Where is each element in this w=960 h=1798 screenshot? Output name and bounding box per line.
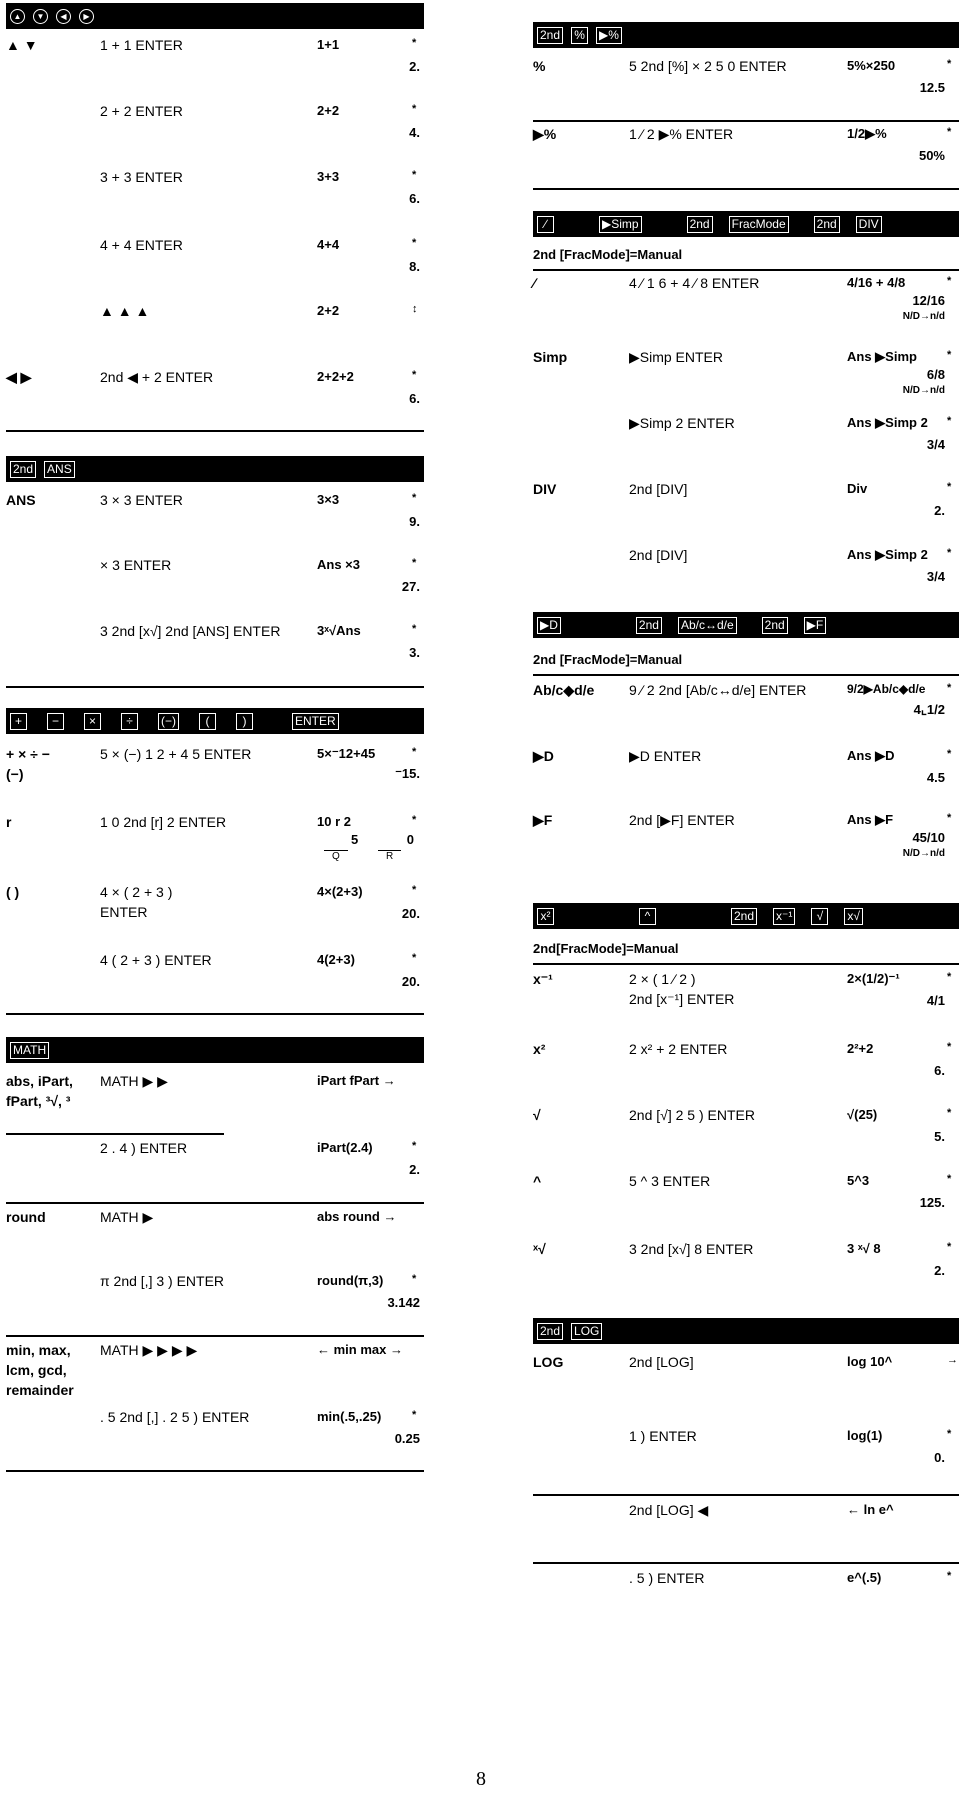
2nd-key-icon: 2nd <box>762 617 788 634</box>
display-entry: 2+2 <box>317 103 340 118</box>
display-result: 3.142 <box>387 1295 420 1310</box>
display-menu: log 10^ <box>847 1354 893 1369</box>
display-entry: Ans ▶Simp 2 <box>847 415 928 430</box>
keystrokes: 1 0 2nd [r] 2 ENTER <box>100 814 227 830</box>
keystrokes: 4 ( 2 + 3 ) ENTER <box>100 952 212 968</box>
math-header-bar <box>6 1037 424 1063</box>
left-arrow-key-icon: ◀ <box>56 9 71 24</box>
fraction-key-icon: ∕ <box>537 216 554 233</box>
display-entry: Ans ×3 <box>317 557 360 572</box>
display-result: 2. <box>409 59 420 74</box>
div-key-icon: DIV <box>856 216 882 233</box>
row-label-2: lcm, gcd, <box>6 1362 67 1378</box>
scroll-indicator: * <box>412 952 417 964</box>
keystrokes: 4 ∕ 1 6 + 4 ∕ 8 ENTER <box>629 275 760 291</box>
row-label: √ <box>533 1107 541 1123</box>
display-result: 5. <box>934 1129 945 1144</box>
row-divider <box>533 120 959 122</box>
keystrokes: π 2nd [,] 3 ) ENTER <box>100 1273 225 1289</box>
row-label-3: remainder <box>6 1382 74 1398</box>
minus-key-icon: − <box>47 713 64 730</box>
keystrokes: 5 2nd [%] × 2 5 0 ENTER <box>629 58 787 74</box>
math-section <box>6 1037 424 1446</box>
simp-key-icon: ▶Simp <box>599 216 642 233</box>
ans-section <box>6 456 424 660</box>
keystrokes-line-2: 2nd [x⁻¹] ENTER <box>629 991 735 1007</box>
row-label-2: (−) <box>6 766 24 782</box>
plus-key-icon: + <box>10 713 27 730</box>
display-entry: Div <box>847 481 868 496</box>
scroll-indicator: * <box>947 748 952 760</box>
scroll-indicator: * <box>947 1428 952 1440</box>
nav-header-bar <box>6 3 424 29</box>
display-result: 4.5 <box>926 770 945 785</box>
xroot-key-icon: x√ <box>844 908 863 925</box>
scroll-indicator: * <box>947 275 952 287</box>
display-result: 8. <box>409 259 420 274</box>
display-menu: iPart fPart → <box>317 1073 396 1088</box>
scroll-indicator: * <box>412 884 417 896</box>
scroll-indicator: * <box>947 1173 952 1185</box>
scroll-indicator: → <box>947 1354 958 1366</box>
display-entry: 3ˣ√Ans <box>317 623 361 638</box>
powers-section <box>533 903 959 1278</box>
display-entry: 4×(2+3) <box>317 884 363 899</box>
display-result: ⁻15. <box>395 766 420 781</box>
scroll-indicator: * <box>947 126 952 138</box>
keystrokes: 2 x² + 2 ENTER <box>629 1041 728 1057</box>
scroll-indicator: * <box>412 557 417 569</box>
quotient-label: Q <box>324 850 348 862</box>
row-label: ▶F <box>533 812 553 828</box>
row-label: ▲ ▼ <box>6 37 38 53</box>
row-label: min, max, <box>6 1342 71 1358</box>
keystrokes: MATH ▶ <box>100 1209 154 1225</box>
display-result: 3. <box>409 645 420 660</box>
2nd-key-icon: 2nd <box>687 216 713 233</box>
reciprocal-key-icon: x⁻¹ <box>773 908 795 925</box>
display-entry: 5^3 <box>847 1173 870 1188</box>
remainder-label: R <box>378 850 401 862</box>
keystrokes: . 5 2nd [,] . 2 5 ) ENTER <box>100 1409 250 1425</box>
display-entry: 3×3 <box>317 492 340 507</box>
display-entry: 4(2+3) <box>317 952 355 967</box>
row-label: x² <box>533 1041 546 1057</box>
display-result: 2. <box>409 1162 420 1177</box>
keystrokes: ▲ ▲ ▲ <box>100 303 150 319</box>
row-label: ( ) <box>6 884 20 900</box>
row-label: ∕ <box>533 275 536 291</box>
display-entry: Ans ▶D <box>847 748 895 763</box>
open-paren-key-icon: ( <box>199 713 216 730</box>
keystrokes: × 3 ENTER <box>100 557 172 573</box>
keystrokes: . 5 ) ENTER <box>629 1570 705 1586</box>
nav-section <box>6 3 424 406</box>
display-result: 20. <box>401 906 420 921</box>
keystrokes: ▶Simp 2 ENTER <box>629 415 735 431</box>
display-entry: 5%×250 <box>847 58 896 73</box>
row-label: ▶% <box>533 126 557 142</box>
display-result: 125. <box>919 1195 945 1210</box>
keystrokes: 2nd [LOG] <box>629 1354 694 1370</box>
scroll-indicator: * <box>947 971 952 983</box>
enter-key-icon: ENTER <box>292 713 339 730</box>
scroll-indicator: * <box>947 1041 952 1053</box>
scroll-indicator: * <box>412 237 417 249</box>
fraction-mode-indicator: N/D→n/d <box>902 311 945 322</box>
scroll-indicator: * <box>412 103 417 115</box>
scroll-indicator: * <box>947 1107 952 1119</box>
up-arrow-key-icon: ▲ <box>10 9 25 24</box>
keystrokes: 2nd [DIV] <box>629 547 688 563</box>
scroll-indicator: * <box>947 349 952 361</box>
display-result: 12/16 <box>912 293 945 308</box>
fraction-section <box>533 211 959 584</box>
scroll-indicator: * <box>412 814 417 826</box>
row-label: LOG <box>533 1354 564 1370</box>
keystrokes: 4 + 4 ENTER <box>100 237 183 253</box>
scroll-indicator: * <box>947 481 952 493</box>
row-label-2: fPart, ³√, ³ <box>6 1093 71 1109</box>
fracmode-setting: 2nd [FracMode]=Manual <box>533 247 683 262</box>
display-result: 9. <box>409 514 420 529</box>
down-arrow-key-icon: ▼ <box>33 9 48 24</box>
section-divider <box>6 686 424 688</box>
display-result: 6/8 <box>926 367 945 382</box>
divide-key-icon: ÷ <box>121 713 138 730</box>
section-divider <box>6 1470 424 1472</box>
keystrokes: ▶Simp ENTER <box>629 349 724 365</box>
scroll-indicator: * <box>412 1409 417 1421</box>
display-entry: log(1) <box>847 1428 883 1443</box>
keystrokes: 2 . 4 ) ENTER <box>100 1140 188 1156</box>
row-divider <box>533 269 959 271</box>
to-decimal-key-icon: ▶D <box>537 617 561 634</box>
display-menu: ← ln e^ <box>847 1502 894 1517</box>
display-entry: Ans ▶F <box>847 812 894 827</box>
log-section <box>533 1318 959 1586</box>
keystrokes: 2nd [LOG] ◀ <box>629 1502 709 1518</box>
display-entry: 9/2▶Ab/c◆d/e <box>847 682 926 696</box>
sqrt-key-icon: √ <box>811 908 828 925</box>
multiply-key-icon: × <box>84 713 101 730</box>
log-header-bar <box>533 1318 959 1344</box>
display-entry: 3+3 <box>317 169 340 184</box>
page-number: 8 <box>476 1768 486 1790</box>
row-divider <box>533 963 959 965</box>
quotient-value: 5 <box>351 832 359 847</box>
percent-header-bar <box>533 22 959 48</box>
row-label: % <box>533 58 546 74</box>
display-entry: 1/2▶% <box>847 126 887 141</box>
scroll-indicator: * <box>412 623 417 635</box>
percent-key-icon: % <box>571 27 588 44</box>
display-entry: 3 ˣ√ 8 <box>847 1241 881 1256</box>
keystrokes: 3 2nd [x√] 8 ENTER <box>629 1241 754 1257</box>
scroll-indicator: * <box>412 169 417 181</box>
percent-section <box>533 22 959 163</box>
display-result: 6. <box>409 391 420 406</box>
display-result: 45/10 <box>912 830 945 845</box>
keystrokes: 1 + 1 ENTER <box>100 37 183 53</box>
display-result: 4/1 <box>926 993 945 1008</box>
2nd-key-icon: 2nd <box>537 1323 563 1340</box>
keystrokes: 1 ) ENTER <box>629 1428 697 1444</box>
row-divider <box>533 1494 959 1496</box>
mixed-improper-key-icon: Ab/c↔d/e <box>678 617 737 634</box>
display-result: 12.5 <box>919 80 945 95</box>
negative-key-icon: (−) <box>158 713 179 730</box>
section-divider <box>533 188 959 190</box>
scroll-indicator: ↕ <box>412 303 418 315</box>
display-entry: round(π,3) <box>317 1273 384 1288</box>
row-label: DIV <box>533 481 557 497</box>
display-entry: 2×(1/2)⁻¹ <box>847 971 900 986</box>
fracmode-setting: 2nd[FracMode]=Manual <box>533 941 679 956</box>
row-divider <box>6 1133 224 1135</box>
row-label: ▶D <box>533 748 554 764</box>
display-menu: abs round → <box>317 1209 397 1224</box>
display-entry: Ans ▶Simp 2 <box>847 547 928 562</box>
scroll-indicator: * <box>412 1273 417 1285</box>
scroll-indicator: * <box>947 415 952 427</box>
display-result: 4. <box>409 125 420 140</box>
2nd-key-icon: 2nd <box>537 27 563 44</box>
keystrokes: MATH ▶ ▶ <box>100 1073 168 1089</box>
scroll-indicator: * <box>947 682 952 694</box>
display-entry: e^(.5) <box>847 1570 882 1585</box>
conversion-section <box>533 612 959 859</box>
display-result: 3/4 <box>926 437 945 452</box>
fraction-mode-indicator: N/D→n/d <box>902 848 945 859</box>
keystrokes: 2nd [▶F] ENTER <box>629 812 735 828</box>
keystrokes: 2nd [√] 2 5 ) ENTER <box>629 1107 755 1123</box>
keystrokes: 2 × ( 1 ∕ 2 ) <box>629 971 696 987</box>
row-label: r <box>6 814 12 830</box>
ans-header-bar <box>6 456 424 482</box>
fraction-mode-indicator: N/D→n/d <box>902 385 945 396</box>
2nd-key-icon: 2nd <box>636 617 662 634</box>
close-paren-key-icon: ) <box>236 713 253 730</box>
scroll-indicator: * <box>412 369 417 381</box>
powers-header-bar <box>533 903 959 929</box>
remainder-value: 0 <box>406 832 414 847</box>
2nd-key-icon: 2nd <box>731 908 757 925</box>
keystrokes: 5 ^ 3 ENTER <box>629 1173 711 1189</box>
display-entry: iPart(2.4) <box>317 1140 373 1155</box>
scroll-indicator: * <box>412 746 417 758</box>
row-label: x⁻¹ <box>533 971 553 987</box>
fracmode-setting: 2nd [FracMode]=Manual <box>533 652 683 667</box>
row-label: round <box>6 1209 46 1225</box>
scroll-indicator: * <box>947 1241 952 1253</box>
display-result: 3/4 <box>926 569 945 584</box>
row-label: ◀ ▶ <box>6 369 32 385</box>
row-label: Simp <box>533 349 568 365</box>
fracmode-key-icon: FracMode <box>729 216 789 233</box>
keystrokes: 1 ∕ 2 ▶% ENTER <box>629 126 734 142</box>
display-result: 6. <box>934 1063 945 1078</box>
scroll-indicator: * <box>947 547 952 559</box>
square-key-icon: x² <box>537 908 554 925</box>
row-label: ^ <box>533 1173 542 1189</box>
display-entry: 1+1 <box>317 37 340 52</box>
scroll-indicator: * <box>947 58 952 70</box>
keystrokes: ▶D ENTER <box>629 748 702 764</box>
scroll-indicator: * <box>412 37 417 49</box>
display-entry: 2+2+2 <box>317 369 354 384</box>
row-label: ˣ√ <box>533 1241 546 1257</box>
keystrokes: 5 × (−) 1 2 + 4 5 ENTER <box>100 746 252 762</box>
keystrokes: 2nd ◀ + 2 ENTER <box>100 369 214 385</box>
row-label: + × ÷ − <box>6 746 50 762</box>
row-label: Ab/c◆d/e <box>533 682 595 698</box>
row-label: ANS <box>6 492 36 508</box>
keystrokes: 2nd [DIV] <box>629 481 688 497</box>
keystrokes: 4 × ( 2 + 3 ) <box>100 884 173 900</box>
display-entry: 4/16 + 4/8 <box>847 275 906 290</box>
operators-section <box>6 708 424 989</box>
to-percent-key-icon: ▶% <box>596 27 622 44</box>
operators-header-bar <box>6 708 424 734</box>
display-result: 2. <box>934 503 945 518</box>
display-result: 0. <box>934 1450 945 1465</box>
log-key-icon: LOG <box>571 1323 602 1340</box>
display-entry: √(25) <box>847 1107 878 1122</box>
display-result: 6. <box>409 191 420 206</box>
display-entry: min(.5,.25) <box>317 1409 382 1424</box>
display-result: 2. <box>934 1263 945 1278</box>
row-divider <box>533 1562 959 1564</box>
section-divider <box>6 430 424 432</box>
scroll-indicator: * <box>412 1140 417 1152</box>
2nd-key-icon: 2nd <box>10 461 36 478</box>
display-result: 4⌞1/2 <box>913 702 945 717</box>
display-result: 0.25 <box>394 1431 420 1446</box>
keystrokes-line-2: ENTER <box>100 904 148 920</box>
display-entry: 4+4 <box>317 237 340 252</box>
scroll-indicator: * <box>947 812 952 824</box>
caret-key-icon: ^ <box>639 908 656 925</box>
keystrokes: 3 × 3 ENTER <box>100 492 183 508</box>
fraction-header-bar <box>533 211 959 237</box>
row-divider <box>6 1335 424 1337</box>
display-entry: 2²+2 <box>847 1041 874 1056</box>
display-entry: 5×⁻12+45 <box>317 746 376 761</box>
display-result: 27. <box>401 579 420 594</box>
display-entry: Ans ▶Simp <box>847 349 917 364</box>
keystrokes: 3 + 3 ENTER <box>100 169 183 185</box>
display-entry: 2+2 <box>317 303 340 318</box>
row-divider <box>6 1202 424 1204</box>
ans-key-icon: ANS <box>44 461 75 478</box>
keystrokes: 2 + 2 ENTER <box>100 103 183 119</box>
display-result: 50% <box>918 148 945 163</box>
row-label: abs, iPart, <box>6 1073 73 1089</box>
2nd-key-icon: 2nd <box>814 216 840 233</box>
scroll-indicator: * <box>947 1570 952 1582</box>
scroll-indicator: * <box>412 492 417 504</box>
keystrokes: MATH ▶ ▶ ▶ ▶ <box>100 1342 198 1358</box>
conversion-header-bar <box>533 612 959 638</box>
keystrokes: 3 2nd [x√] 2nd [ANS] ENTER <box>100 623 281 639</box>
display-menu: ← min max → <box>317 1342 403 1357</box>
to-fraction-key-icon: ▶F <box>804 617 827 634</box>
display-entry: 10 r 2 <box>317 814 351 829</box>
row-divider <box>533 674 959 676</box>
section-divider <box>6 1013 424 1015</box>
math-key-icon: MATH <box>10 1042 49 1059</box>
right-arrow-key-icon: ▶ <box>79 9 94 24</box>
keystrokes: 9 ∕ 2 2nd [Ab/c↔d/e] ENTER <box>629 682 807 698</box>
display-result: 20. <box>401 974 420 989</box>
